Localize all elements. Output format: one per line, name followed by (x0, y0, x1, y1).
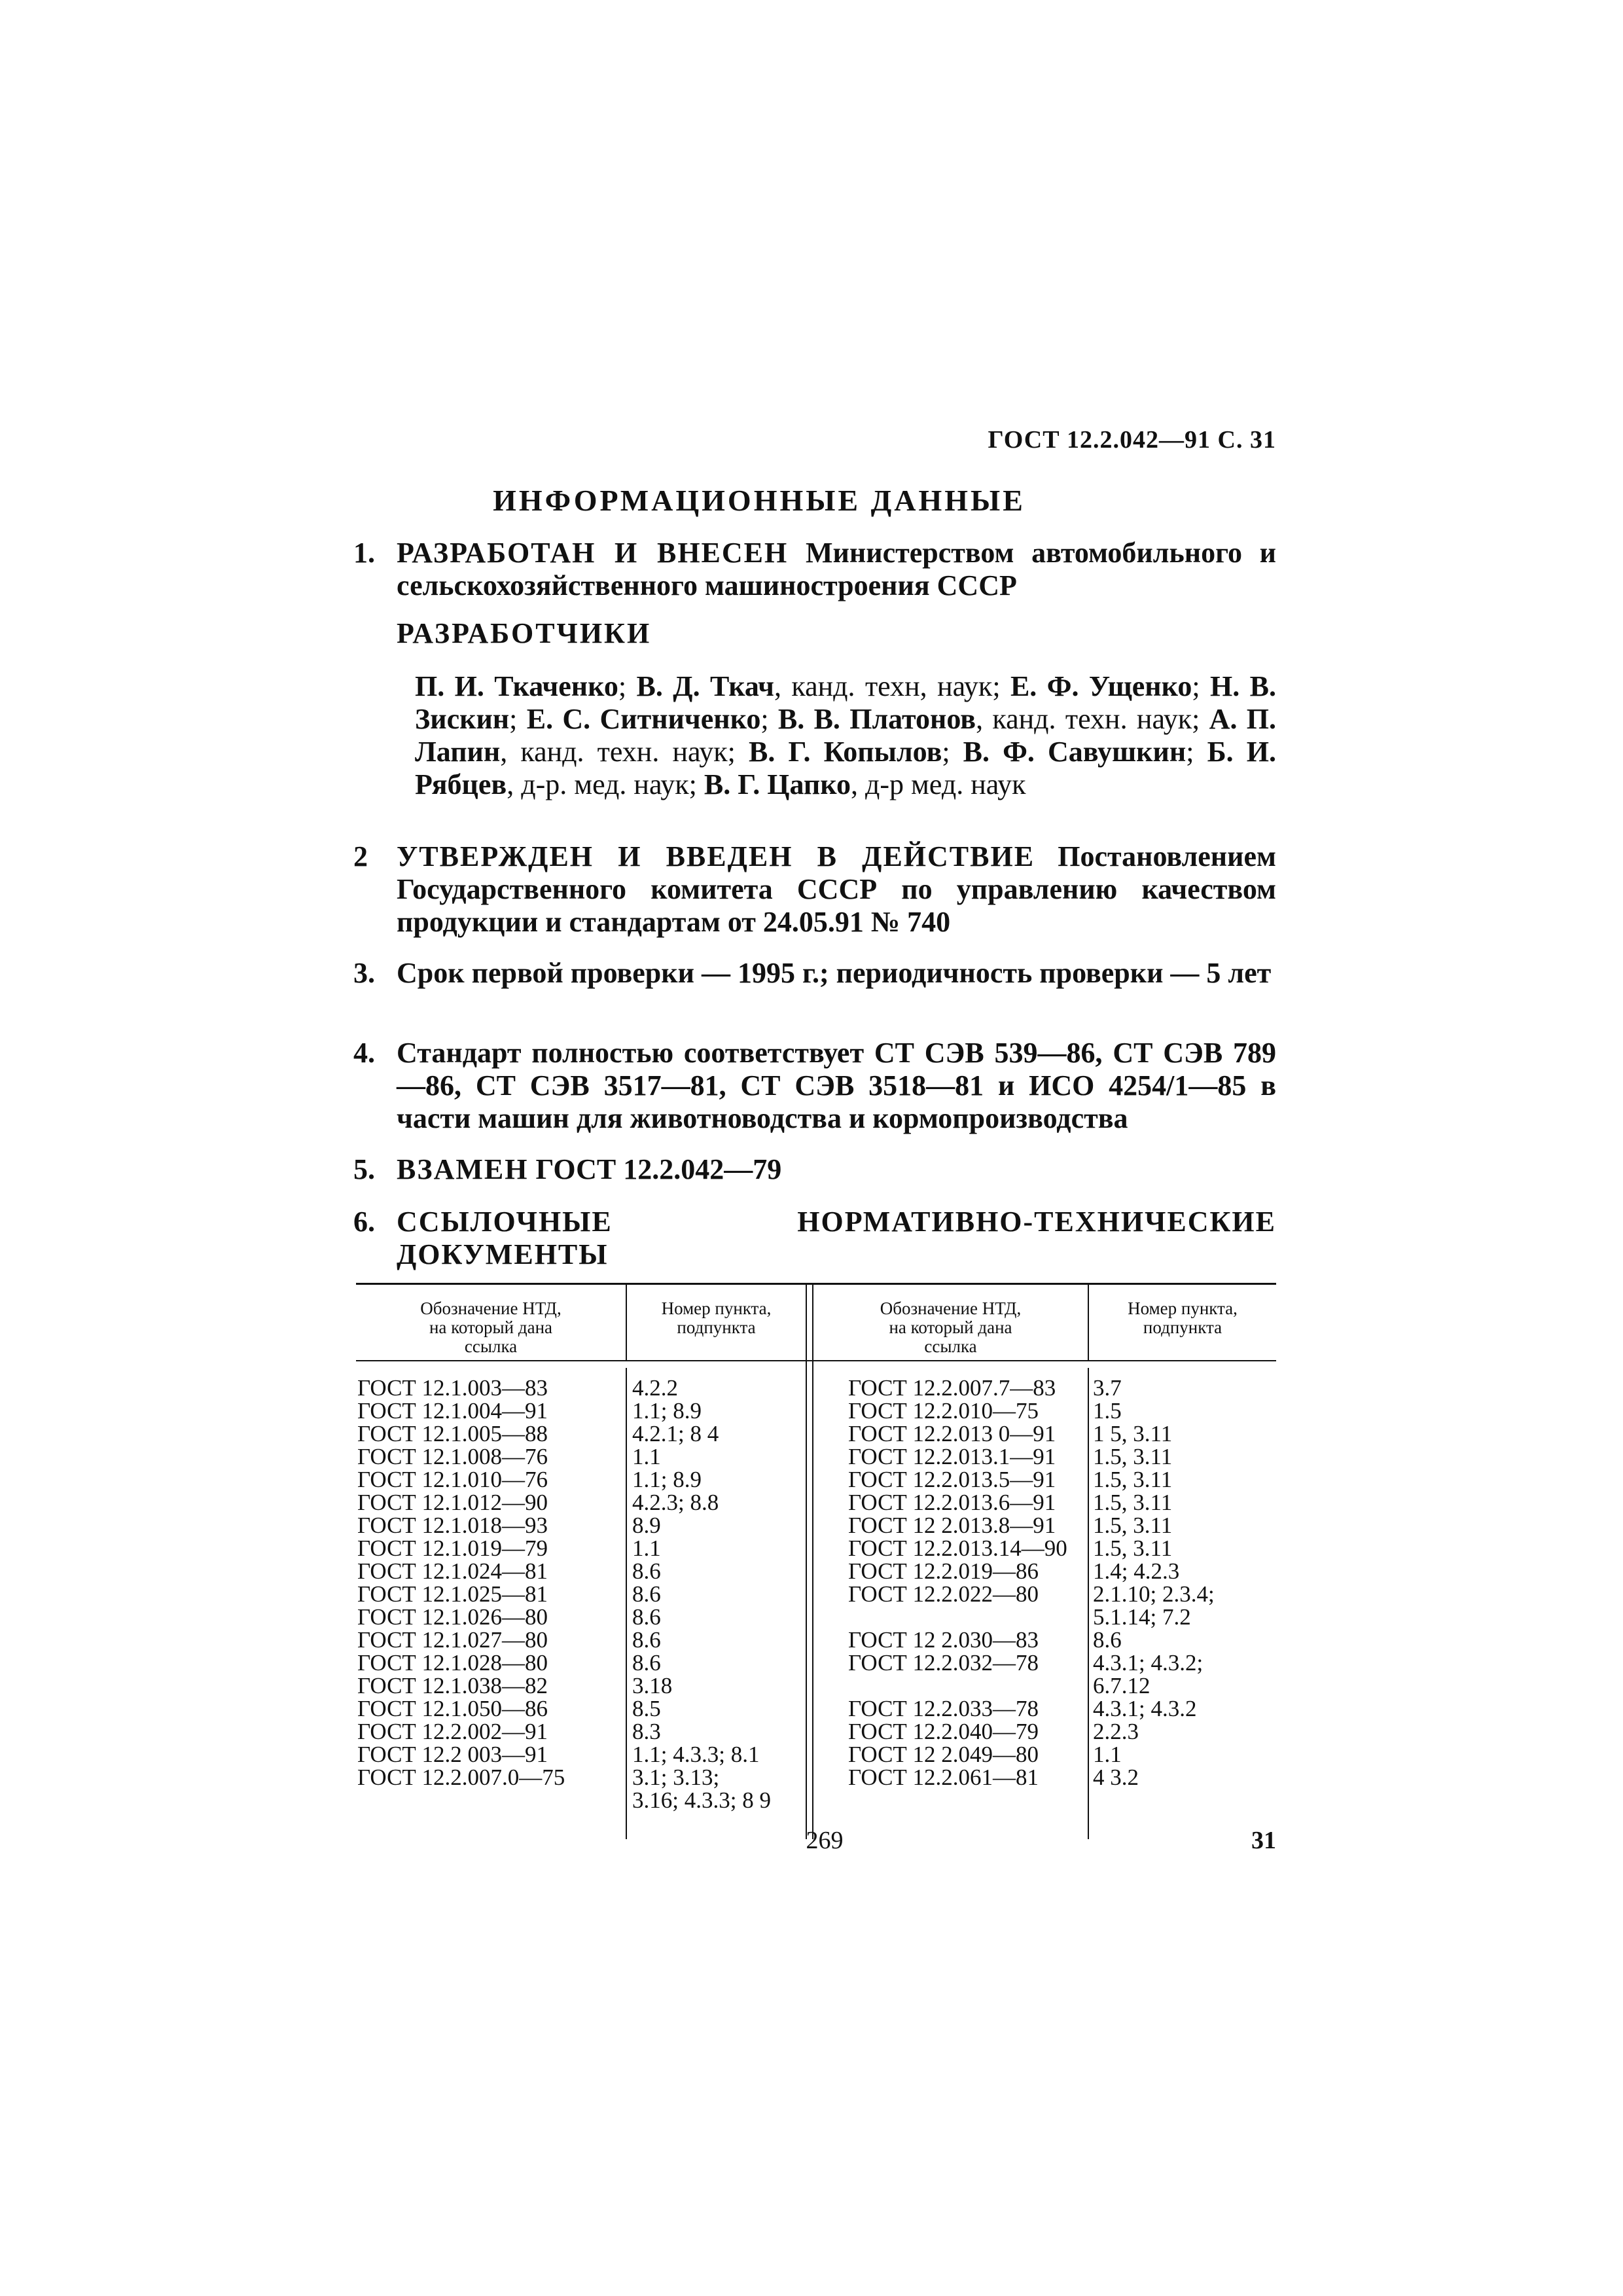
table-cell: 4.2.2 (632, 1375, 678, 1401)
table-cell: ГОСТ 12.2.033—78 (848, 1696, 1039, 1721)
item-text: ГОСТ 12.2.042—79 (535, 1153, 782, 1185)
table-cell: ГОСТ 12.2.010—75 (848, 1398, 1039, 1424)
developer-separator: ; (942, 736, 963, 768)
item-number: 6. (353, 1206, 375, 1238)
developers-list (415, 670, 1276, 801)
item-lead: УТВЕРЖДЕН И ВВЕДЕН В ДЕЙСТВИЕ (397, 840, 1035, 872)
table-cell: ГОСТ 12.2.022—80 (848, 1581, 1039, 1607)
table-cell: ГОСТ 12.1.005—88 (357, 1421, 548, 1446)
table-cell: ГОСТ 12.1.012—90 (357, 1490, 548, 1515)
column-divider (1088, 1368, 1089, 1839)
table-cell: 1.5, 3.11 (1093, 1490, 1173, 1515)
developer-name: В. В. Платонов (777, 703, 976, 735)
item-text: Министерством автомобильного и сельскохозяйственного машиностроения СССР (397, 537, 1277, 601)
table-cell: 3.18 (632, 1673, 673, 1698)
table-cell: ГОСТ 12 2.049—80 (848, 1742, 1039, 1767)
developer-name: А. П. Лапин (415, 703, 1276, 768)
table-cell: ГОСТ 12.2.019—86 (848, 1558, 1039, 1584)
table-cell: 1.1 (632, 1444, 661, 1469)
table-cell: ГОСТ 12.2.007.0—75 (357, 1765, 565, 1790)
developer-name: Б. И. Рябцев (415, 736, 1276, 800)
developer-name: В. Г. Копылов (749, 736, 942, 768)
developers-heading: РАЗРАБОТЧИКИ (397, 617, 652, 649)
table-cell: ГОСТ 12.1.018—93 (357, 1513, 548, 1538)
table-cell: ГОСТ 12.1.008—76 (357, 1444, 548, 1469)
page-number-right: 31 (1251, 1827, 1276, 1854)
developer-name: В. Г. Цапко (704, 768, 851, 800)
developer-separator: ; (688, 768, 704, 800)
developer-title: , канд. техн. наук (976, 703, 1192, 735)
developer-separator: ; (727, 736, 749, 768)
table-cell: 8.6 (632, 1604, 661, 1630)
table-cell: 2.2.3 (1093, 1719, 1139, 1744)
item-references (353, 1206, 1276, 1271)
developer-name: Н. В. Зискин (415, 670, 1277, 735)
table-cell: 8.9 (632, 1513, 661, 1538)
table-cell: 1.5, 3.11 (1093, 1444, 1173, 1469)
table-cell: 4.3.1; 4.3.2; (1093, 1650, 1204, 1676)
item-lead: ВЗАМЕН (397, 1153, 529, 1185)
item-number: 5. (353, 1153, 375, 1185)
table-cell: 4.2.3; 8.8 (632, 1490, 719, 1515)
table-cell: ГОСТ 12.2.061—81 (848, 1765, 1039, 1790)
developer-name: Е. Ф. Ущенко (1010, 670, 1192, 702)
table-cell: ГОСТ 12.2.002—91 (357, 1719, 548, 1744)
header-clause-right: Номер пункта, подпункта (1128, 1299, 1238, 1337)
table-header-rule (356, 1360, 1276, 1361)
column-divider (626, 1368, 627, 1839)
developer-separator: ; (618, 670, 637, 702)
table-cell: 8.6 (632, 1581, 661, 1607)
table-cell: ГОСТ 12.2.013.6—91 (848, 1490, 1056, 1515)
column-divider (806, 1283, 807, 1839)
table-cell: ГОСТ 12.2.007.7—83 (848, 1375, 1056, 1401)
header-designation-left: Обозначение НТД, на который дана ссылка (420, 1299, 562, 1356)
section-title: ИНФОРМАЦИОННЫЕ ДАННЫЕ (493, 484, 1026, 517)
column-divider (812, 1283, 813, 1839)
table-cell: 3.16; 4.3.3; 8 9 (632, 1787, 771, 1813)
table-cell: 1.1; 8.9 (632, 1398, 702, 1424)
table-cell: ГОСТ 12.2.013.1—91 (848, 1444, 1056, 1469)
table-cell: 5.1.14; 7.2 (1093, 1604, 1191, 1630)
page-number: 269 (806, 1827, 844, 1854)
developer-title: , канд. техн, наук (774, 670, 993, 702)
item-lead: ССЫЛОЧНЫЕ НОРМАТИВНО-ТЕХНИЧЕСКИЕ ДОКУМЕНТЫ (397, 1206, 1276, 1270)
table-cell: ГОСТ 12.2.013.5—91 (848, 1467, 1056, 1492)
table-cell: 1.1 (1093, 1742, 1122, 1767)
table-cell: ГОСТ 12.1.025—81 (357, 1581, 548, 1607)
table-cell: ГОСТ 12.1.019—79 (357, 1535, 548, 1561)
table-cell: ГОСТ 12.1.026—80 (357, 1604, 548, 1630)
document-header: ГОСТ 12.2.042—91 С. 31 (988, 426, 1276, 454)
developer-name: П. И. Ткаченко (415, 670, 618, 702)
table-cell: ГОСТ 12 2.013.8—91 (848, 1513, 1056, 1538)
table-cell: 1.1; 4.3.3; 8.1 (632, 1742, 760, 1767)
table-cell: 4.3.1; 4.3.2 (1093, 1696, 1197, 1721)
table-cell: 3.7 (1093, 1375, 1122, 1401)
table-cell: 1.5, 3.11 (1093, 1467, 1173, 1492)
item-review-term (353, 957, 1276, 990)
table-cell: ГОСТ 12.1.024—81 (357, 1558, 548, 1584)
item-text: Стандарт полностью соответствует СТ СЭВ 539—86, СТ СЭВ 789—86, СТ СЭВ 3517—81, СТ СЭВ 3518—81 и ИСО 4254/1—85 в части машин для животноводства и кормопроизводства (397, 1037, 1276, 1134)
left-clause-column (632, 1376, 804, 1812)
table-cell: ГОСТ 12 2.030—83 (848, 1627, 1039, 1653)
table-top-rule (356, 1283, 1276, 1285)
item-number: 3. (353, 957, 375, 989)
item-number: 1. (353, 537, 375, 569)
table-cell: 1.5, 3.11 (1093, 1513, 1173, 1538)
table-cell: 1.1 (632, 1535, 661, 1561)
developer-separator: ; (509, 703, 527, 735)
table-cell: ГОСТ 12.1.028—80 (357, 1650, 548, 1676)
table-cell: 1.5 (1093, 1398, 1122, 1424)
item-lead: РАЗРАБОТАН И ВНЕСЕН (397, 537, 789, 569)
developer-name: В. Ф. Савушкин (963, 736, 1186, 768)
item-text: Срок первой проверки — 1995 г.; периодичность проверки — 5 лет (397, 957, 1272, 989)
table-cell: ГОСТ 12.2.040—79 (848, 1719, 1039, 1744)
developer-name: Е. С. Ситниченко (526, 703, 761, 735)
header-designation-right: Обозначение НТД, на который дана ссылка (880, 1299, 1022, 1356)
developer-separator: ; (1186, 736, 1207, 768)
table-cell: ГОСТ 12.1.050—86 (357, 1696, 548, 1721)
header-clause-left: Номер пункта, подпункта (661, 1299, 772, 1337)
table-cell: ГОСТ 12.1.027—80 (357, 1627, 548, 1653)
table-cell: ГОСТ 12.2.013 0—91 (848, 1421, 1056, 1446)
developer-name: В. Д. Ткач (636, 670, 774, 702)
item-number: 2 (353, 840, 368, 872)
table-cell: ГОСТ 12.2.032—78 (848, 1650, 1039, 1676)
table-cell: 4.2.1; 8 4 (632, 1421, 719, 1446)
table-cell: 4 3.2 (1093, 1765, 1139, 1790)
item-approved (353, 840, 1276, 939)
left-designation-column (357, 1376, 622, 1812)
item-conformity (353, 1037, 1276, 1135)
table-cell: 6.7.12 (1093, 1673, 1150, 1698)
table-cell (357, 1789, 622, 1812)
table-cell: 8.6 (1093, 1627, 1122, 1653)
developer-separator: ; (1192, 703, 1209, 735)
item-text: Постановлением Государственного комитета СССР по управлению качеством продукции и стандартам от 24.05.91 № 740 (397, 840, 1277, 938)
developer-separator: ; (992, 670, 1010, 702)
developer-separator: ; (1192, 670, 1211, 702)
table-cell: 1.1; 8.9 (632, 1467, 702, 1492)
table-cell: ГОСТ 12.2 003—91 (357, 1742, 548, 1767)
table-cell: 8.6 (632, 1650, 661, 1676)
table-cell: 3.1; 3.13; (632, 1765, 720, 1790)
table-cell: 1 5, 3.11 (1093, 1421, 1173, 1446)
table-cell: 1.4; 4.2.3 (1093, 1558, 1180, 1584)
item-number: 4. (353, 1037, 375, 1069)
developer-title: , д-р мед. наук (851, 768, 1026, 800)
table-cell: ГОСТ 12.1.038—82 (357, 1673, 548, 1698)
table-cell: ГОСТ 12.2.013.14—90 (848, 1535, 1067, 1561)
developer-title: , д-р. мед. наук (507, 768, 689, 800)
table-cell: ГОСТ 12.1.003—83 (357, 1375, 548, 1401)
table-cell (848, 1605, 1086, 1628)
table-cell: 2.1.10; 2.3.4; (1093, 1581, 1215, 1607)
table-cell (848, 1674, 1086, 1697)
table-cell: 8.3 (632, 1719, 661, 1744)
table-cell: 1.5, 3.11 (1093, 1535, 1173, 1561)
table-cell: 8.6 (632, 1558, 661, 1584)
table-cell: 8.6 (632, 1627, 661, 1653)
table-cell: ГОСТ 12.1.010—76 (357, 1467, 548, 1492)
developer-separator: ; (760, 703, 778, 735)
item-developed-by (353, 537, 1276, 602)
item-replaces (353, 1153, 1276, 1186)
right-designation-column (848, 1376, 1086, 1789)
right-clause-column (1093, 1376, 1274, 1789)
developer-title: , канд. техн. наук (500, 736, 728, 768)
table-cell: ГОСТ 12.1.004—91 (357, 1398, 548, 1424)
table-cell: 8.5 (632, 1696, 661, 1721)
